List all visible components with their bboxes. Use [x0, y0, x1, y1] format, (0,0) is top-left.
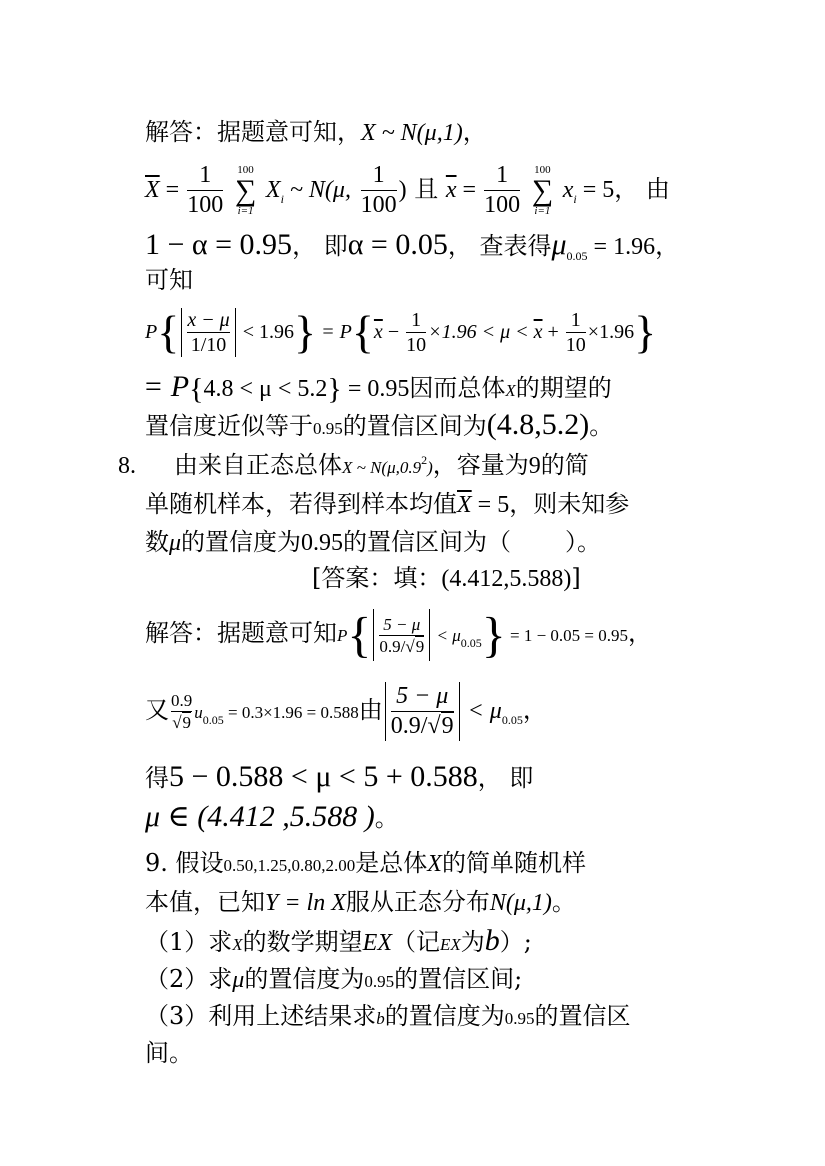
text: 。 [374, 804, 399, 832]
formula: P [145, 321, 158, 343]
text: 单随机样本，若得到样本均值 [145, 490, 457, 518]
subscript: i [280, 191, 284, 206]
text: ] [571, 564, 581, 592]
text: 本值，已知 [145, 888, 265, 916]
formula: μ [232, 967, 245, 993]
formula: X ~ N(μ,1) [361, 120, 463, 146]
formula: ×1.96 [587, 321, 635, 343]
formula: u [194, 703, 203, 722]
formula: ) [427, 458, 433, 477]
formula: 0.95 [301, 530, 344, 556]
formula: b [484, 924, 500, 957]
text: ， [462, 118, 487, 146]
formula: X ~ N(μ,0.9 [342, 458, 422, 477]
text: 由 [358, 696, 383, 724]
text: 的简单随机样 [441, 849, 586, 877]
fraction: $\frac{1}{100}$ [484, 162, 521, 218]
formula: ) [398, 177, 407, 204]
text: 的期望的 [515, 374, 612, 402]
formula: X [265, 177, 281, 204]
formula: (4.412,5.588) [441, 566, 572, 592]
subscript: 0.05 [202, 712, 224, 727]
formula: X [505, 381, 516, 400]
formula: 1 − α = 0.95 [145, 228, 293, 261]
solution-8-line-1 [145, 607, 652, 662]
text: ，则未知参 [509, 490, 630, 518]
text: 。 [551, 888, 576, 916]
brace: { [157, 306, 180, 358]
formula: $\overline{x}$ [373, 321, 383, 343]
subscript: i [573, 191, 577, 206]
answer-8-line [312, 563, 581, 594]
fraction: $\frac{1}{100}$ [187, 162, 224, 218]
text: 间。 [145, 1039, 193, 1067]
formula: N(μ,1) [489, 890, 552, 916]
text: ， 由 [614, 175, 670, 204]
question-9-part-1 [145, 926, 532, 960]
solution-8-line-4 [145, 802, 399, 833]
text: 解答：据题意可知 [145, 619, 337, 647]
formula: EX [362, 930, 392, 956]
interval-result-line [145, 410, 613, 444]
formula: b [376, 1009, 385, 1028]
fraction: $\frac{1}{100}$ [360, 162, 397, 218]
formula: $\overline{X}$ [145, 177, 160, 204]
formula: (4.8,5.2) [486, 408, 590, 441]
question-9-line-1 [145, 848, 586, 881]
brace: { [189, 372, 204, 406]
formula: = P [143, 370, 190, 403]
formula: 0.95 [364, 972, 395, 991]
text: 的置信区 [534, 1002, 631, 1030]
text: 。 [589, 412, 614, 440]
formula: = [456, 177, 483, 204]
text: （2）求 [145, 965, 233, 993]
sample-mean-line [145, 162, 670, 219]
text: 且 [414, 175, 446, 204]
absolute-value: $\frac{x - \mu}{1/10}$ [181, 308, 235, 357]
formula: X [427, 851, 442, 877]
formula: < 1.96 [237, 321, 295, 343]
text: 由来自正态总体 [174, 451, 342, 479]
text: （3）利用上述结果求 [145, 1002, 377, 1030]
question-number: 8. [118, 453, 136, 479]
text: 可知 [145, 266, 193, 294]
formula: + [542, 321, 564, 343]
text: 9. 假设 [145, 849, 224, 877]
formula: P [337, 626, 348, 645]
subscript: 0.05 [501, 712, 523, 727]
fraction: $\frac{0.9}{√9}$ [171, 690, 193, 732]
formula: ~ N(μ, [283, 177, 351, 204]
text: 数 [145, 528, 169, 556]
question-9-part-2 [145, 964, 522, 997]
brace: } [294, 306, 317, 358]
subscript: 0.05 [460, 635, 482, 650]
text: ， [522, 696, 547, 724]
formula: α = 0.05 [347, 228, 448, 261]
text: ，容量为 [432, 451, 529, 479]
formula: ×1.96 < μ < [428, 321, 534, 343]
text: 因而总体 [409, 374, 506, 402]
absolute-value: $\frac{5 - \mu}{0.9/√9}$ [385, 682, 460, 740]
absolute-value: $\frac{5 - \mu}{0.9/√9}$ [373, 609, 430, 661]
brace: { [351, 306, 374, 358]
formula: 9 [528, 453, 541, 479]
text: 又 [145, 696, 169, 724]
text: 的置信度为 [181, 528, 302, 556]
fraction: $\frac{1}{10}$ [565, 308, 586, 356]
formula: μ [169, 530, 182, 556]
formula: = 5 [471, 492, 510, 518]
answer-intro-line [145, 117, 487, 148]
formula: 0.95 [504, 1009, 535, 1028]
formula: = 1 − 0.05 = 0.95 [505, 626, 628, 645]
brace: } [634, 306, 657, 358]
formula: = 0.3×1.96 = 0.588 [223, 703, 359, 722]
brace: } [481, 606, 506, 663]
text: 服从正态分布 [345, 888, 490, 916]
formula: < μ [432, 626, 461, 645]
brace: { [347, 606, 372, 663]
formula: = [159, 177, 186, 204]
text: 的置信区间为（ [343, 528, 512, 556]
brace: } [327, 372, 342, 406]
text: （1）求 [145, 928, 233, 956]
text: ）。 [565, 528, 602, 556]
question-8-line-3 [145, 527, 601, 558]
formula: = 0.95 [341, 376, 410, 402]
formula: x [562, 177, 574, 204]
text: 的置信度为 [244, 965, 365, 993]
text: [答案：填： [312, 564, 442, 592]
text: 得 [145, 764, 169, 792]
formula: 0.95 [313, 419, 343, 438]
formula: $\overline{X}$ [457, 492, 472, 518]
text: 解答：据题意可知， [145, 118, 361, 146]
solution-8-line-2 [145, 682, 547, 741]
text: （记 [392, 928, 440, 956]
question-9-part-3-continued [145, 1038, 193, 1068]
formula: − [382, 321, 405, 343]
question-8-line-1 [118, 450, 589, 483]
text: ， [655, 232, 680, 260]
text: 的置信区间为 [342, 412, 487, 440]
alpha-line [145, 230, 679, 262]
formula: = P [316, 321, 352, 343]
superscript: 2 [421, 453, 428, 467]
question-9-line-2 [145, 887, 576, 918]
formula: $\overline{x}$ [445, 177, 457, 204]
solution-8-line-3 [145, 762, 533, 793]
formula: μ ∈ (4.412 ,5.588 ) [145, 800, 375, 833]
probability-equation-line [145, 308, 656, 357]
formula: $\overline{x}$ [533, 321, 543, 343]
probability-result-line [143, 372, 612, 406]
conclusion-label-line [145, 265, 193, 295]
formula: 5 − 0.588 < μ < 5 + 0.588 [169, 760, 478, 793]
subscript: 0.05 [566, 248, 588, 263]
text: 为 [460, 928, 485, 956]
sum-operator: 100 ∑ i=1 [234, 163, 257, 217]
text: 的置信区间; [394, 965, 523, 993]
text: ， [628, 619, 652, 647]
text: ， 查表得 [447, 232, 552, 260]
formula: X [232, 935, 243, 954]
text: 置信度近似等于 [145, 412, 313, 440]
formula: μ [551, 228, 567, 261]
fraction: $\frac{1}{10}$ [406, 308, 427, 356]
formula: 0.50,1.25,0.80,2.00 [223, 856, 356, 875]
formula: 4.8 < μ < 5.2 [203, 376, 328, 402]
question-8-line-2 [145, 489, 629, 520]
text: ， 即 [292, 232, 348, 260]
text: 是总体 [355, 849, 428, 877]
formula: = 1.96 [587, 234, 656, 260]
formula: EX [440, 935, 461, 954]
text: 的置信度为 [384, 1002, 505, 1030]
formula: < μ [461, 698, 502, 724]
formula: Y = ln X [265, 890, 346, 916]
sum-operator: 100 ∑ i=1 [531, 163, 554, 217]
text: 的数学期望 [242, 928, 363, 956]
question-9-part-3 [145, 1001, 631, 1034]
text: ）; [499, 928, 532, 956]
text: ， 即 [477, 764, 534, 792]
text: 的简 [540, 451, 589, 479]
formula: = 5 [576, 177, 615, 204]
